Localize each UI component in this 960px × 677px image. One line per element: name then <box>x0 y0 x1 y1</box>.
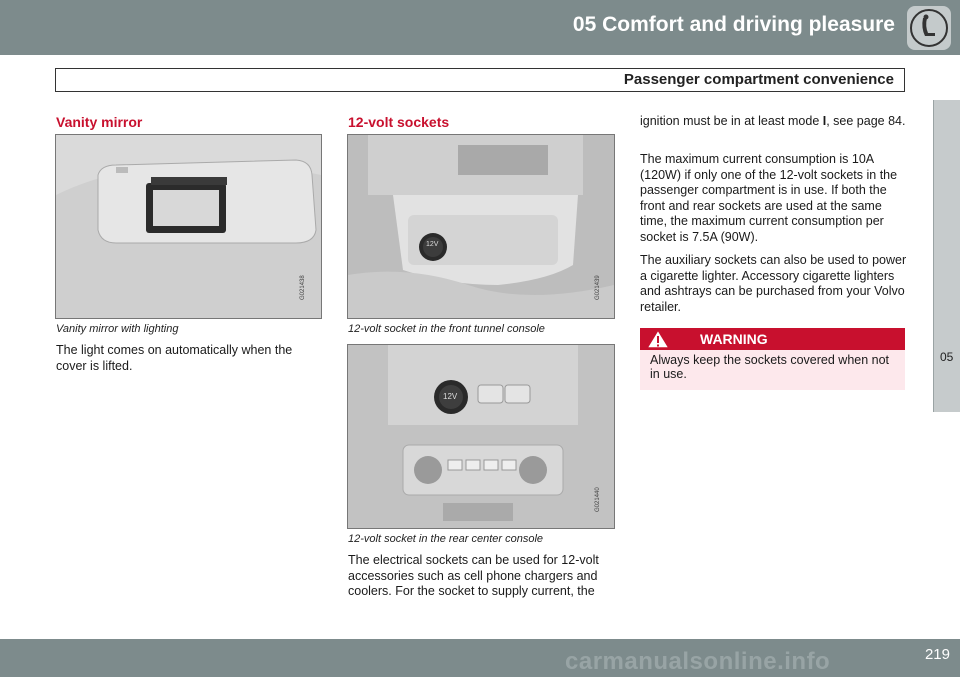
chapter-side-tab <box>933 100 960 412</box>
vanity-mirror-figure <box>55 134 322 319</box>
page-number: 219 <box>924 646 950 663</box>
section-bar <box>55 68 905 92</box>
warning-box <box>640 328 905 390</box>
vanity-mirror-heading: Vanity mirror <box>56 114 143 130</box>
sockets-heading: 12-volt sockets <box>348 114 450 130</box>
section-title: Passenger compartment convenience <box>623 71 894 88</box>
front-socket-figure <box>347 134 615 319</box>
warning-text: Always keep the sockets covered when not in use. <box>650 353 890 381</box>
figure-code: G021438 <box>300 275 306 300</box>
ignition-mode: I <box>822 114 827 128</box>
rear-socket-label: 12V <box>443 392 458 401</box>
seat-icon <box>907 6 951 50</box>
warning-triangle-icon <box>646 329 670 349</box>
ignition-text-start: ignition must be in at least mode <box>640 114 823 128</box>
watermark: carmanualsonline.info <box>565 648 831 675</box>
warning-title: WARNING <box>700 331 768 347</box>
front-socket-label: 12V <box>426 241 439 248</box>
ignition-text-end: , see page 84. <box>826 114 906 128</box>
figure-code: G021440 <box>595 487 601 512</box>
figure-code: G021439 <box>595 275 601 300</box>
warning-header <box>640 328 905 350</box>
ignition-paragraph <box>640 114 908 130</box>
chapter-side-tab-label: 05 <box>940 350 954 364</box>
current-consumption-paragraph: The maximum current consumption is 10A (120W) if only one of the 12-volt sockets in the passenger compartment is in use. If both the front and rear sockets are used at the same time, the maximum current consumption per socket is 7.5A (90W). <box>640 152 898 244</box>
rear-socket-figure <box>347 344 615 529</box>
chapter-title: 05 Comfort and driving pleasure <box>572 13 895 36</box>
auxiliary-sockets-paragraph: The auxiliary sockets can also be used to power a cigarette lighter. Accessory cigarette lighters and ashtrays can be purchased from your Volvo retailer. <box>640 253 907 314</box>
vanity-mirror-caption: Vanity mirror with lighting <box>56 323 179 335</box>
front-socket-caption: 12-volt socket in the front tunnel console <box>348 323 545 335</box>
vanity-mirror-body: The light comes on automatically when the cover is lifted. <box>56 343 293 373</box>
rear-socket-caption: 12-volt socket in the rear center console <box>348 533 544 545</box>
sockets-body: The electrical sockets can be used for 12-volt accessories such as cell phone chargers and coolers. For the socket to supply current, the <box>348 553 599 598</box>
